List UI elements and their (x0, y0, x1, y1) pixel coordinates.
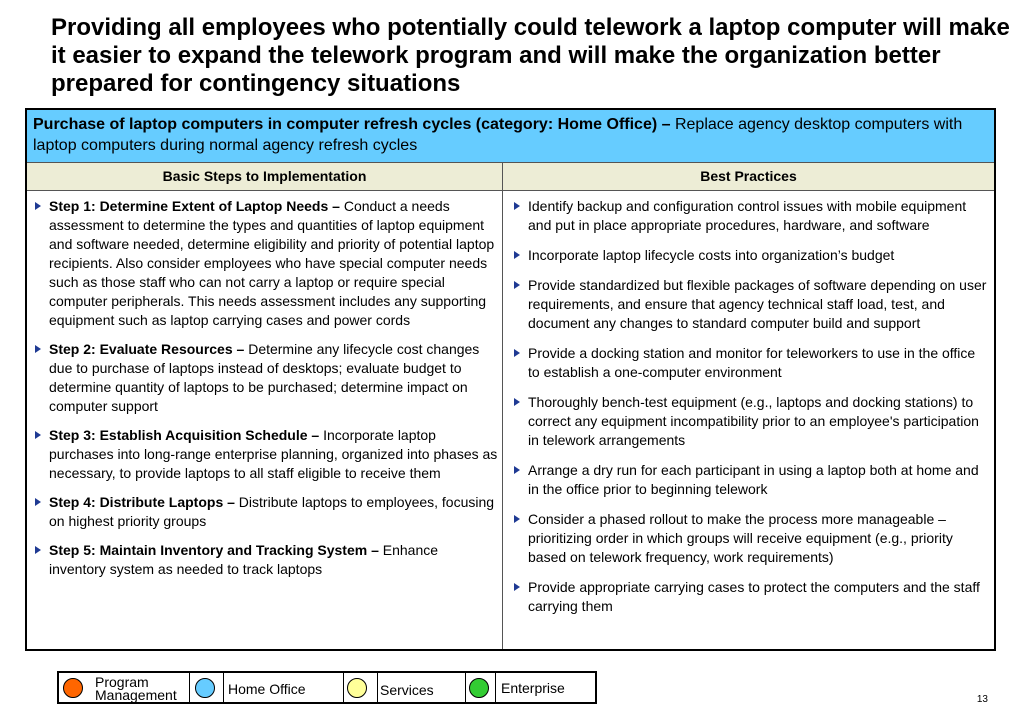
practice-item (512, 246, 990, 265)
blue-circle-icon (195, 678, 215, 698)
legend-label-line2: Management (95, 687, 177, 703)
legend-label-line1: Program (95, 674, 149, 690)
yellow-circle-icon (347, 678, 367, 698)
step-label: Step 5: Maintain Inventory and Tracking System – (49, 542, 379, 558)
practice-item (512, 461, 990, 499)
practice-item (512, 276, 990, 333)
step-text: Enhance inventory system as needed to track laptops (49, 542, 439, 577)
step-item (33, 541, 498, 579)
content-table (25, 108, 996, 651)
triangle-bullet-icon (35, 431, 41, 439)
practice-text: Provide standardized but flexible packages of software depending on user requirements, and ensure that agency technical staff load, test, and document any changes to standard computer build and support (528, 277, 987, 331)
practice-text: Provide a docking station and monitor for teleworkers to use in the office to establish a one-computer environment (528, 345, 976, 380)
category-header-text: Replace agency desktop computers with laptop computers during normal agency refresh cycles (33, 116, 963, 154)
practice-text: Consider a phased rollout to make the process more manageable – prioritizing order in which groups will receive equipment (e.g., priority based on telework frequency, work requirements) (528, 511, 953, 565)
slide-title: Providing all employees who potentially could telework a laptop computer will make it easier to expand the telework program and will make the organization better prepared for contingency situations (51, 14, 1010, 97)
practice-text: Arrange a dry run for each participant in using a laptop both at home and in the office prior to beginning telework (528, 462, 979, 497)
practice-text: Identify backup and configuration control issues with mobile equipment and put in place appropriate procedures, hardware, and software (528, 198, 967, 233)
column-header-steps: Basic Steps to Implementation (27, 163, 503, 191)
legend-item-program-management (59, 673, 190, 702)
steps-column (27, 191, 503, 649)
green-circle-icon (469, 678, 489, 698)
step-text: Determine any lifecycle cost changes due to purchase of laptops instead of desktops; evaluate budget to determine quantity of laptops to be purchased; determine impact on computer support (49, 341, 480, 414)
legend-item-services (377, 673, 466, 702)
practice-item (512, 578, 990, 616)
triangle-bullet-icon (514, 281, 520, 289)
step-text: Conduct a needs assessment to determine the types and quantities of laptop equipment and software needed, determine eligibility and priority of potential laptop recipients. Also consider employees who have special computer needs such as those staff who can not carry a laptop or require special computer peripherals. This needs assessment includes any supporting equipment such as laptop carrying cases and power cords (49, 198, 495, 328)
category-legend (57, 671, 597, 704)
step-label: Step 1: Determine Extent of Laptop Needs – (49, 198, 340, 214)
practice-item (512, 344, 990, 382)
step-label: Step 3: Establish Acquisition Schedule – (49, 427, 320, 443)
category-header (27, 110, 994, 163)
practice-item (512, 197, 990, 235)
legend-swatch-services (343, 673, 378, 702)
triangle-bullet-icon (514, 398, 520, 406)
practice-item (512, 393, 990, 450)
legend-swatch-home-office (189, 673, 224, 702)
triangle-bullet-icon (514, 202, 520, 210)
legend-label: Services (380, 682, 434, 698)
step-item (33, 493, 498, 531)
step-text: Distribute laptops to employees, focusing on highest priority groups (49, 494, 495, 529)
practice-text: Incorporate laptop lifecycle costs into organization’s budget (528, 247, 895, 263)
legend-swatch-enterprise (465, 673, 496, 702)
category-header-bold: Purchase of laptop computers in computer refresh cycles (category: Home Office) – (33, 116, 671, 133)
triangle-bullet-icon (35, 345, 41, 353)
step-item (33, 426, 498, 483)
step-item (33, 340, 498, 416)
triangle-bullet-icon (514, 466, 520, 474)
legend-label: Home Office (228, 681, 306, 697)
legend-label: Enterprise (501, 680, 565, 696)
page-number: 13 (976, 694, 988, 705)
practice-item (512, 510, 990, 567)
step-label: Step 2: Evaluate Resources – (49, 341, 245, 357)
step-label: Step 4: Distribute Laptops – (49, 494, 235, 510)
triangle-bullet-icon (514, 583, 520, 591)
practice-text: Thoroughly bench-test equipment (e.g., laptops and docking stations) to correct any equipment incompatibility prior to an employee's participation in telework arrangements (528, 394, 979, 448)
orange-circle-icon (63, 678, 83, 698)
practices-list (512, 197, 990, 616)
triangle-bullet-icon (35, 202, 41, 210)
practices-column (503, 191, 994, 649)
practice-text: Provide appropriate carrying cases to protect the computers and the staff carrying them (528, 579, 980, 614)
step-text: Incorporate laptop purchases into long-range enterprise planning, organized into phases as necessary, to provide laptops to all staff eligible to receive them (49, 427, 498, 481)
triangle-bullet-icon (514, 349, 520, 357)
triangle-bullet-icon (35, 498, 41, 506)
column-header-practices: Best Practices (503, 163, 994, 191)
triangle-bullet-icon (514, 515, 520, 523)
triangle-bullet-icon (514, 251, 520, 259)
legend-item-home-office (223, 673, 344, 702)
step-item (33, 197, 498, 330)
steps-list (33, 197, 498, 579)
legend-item-enterprise (495, 673, 595, 702)
triangle-bullet-icon (35, 546, 41, 554)
